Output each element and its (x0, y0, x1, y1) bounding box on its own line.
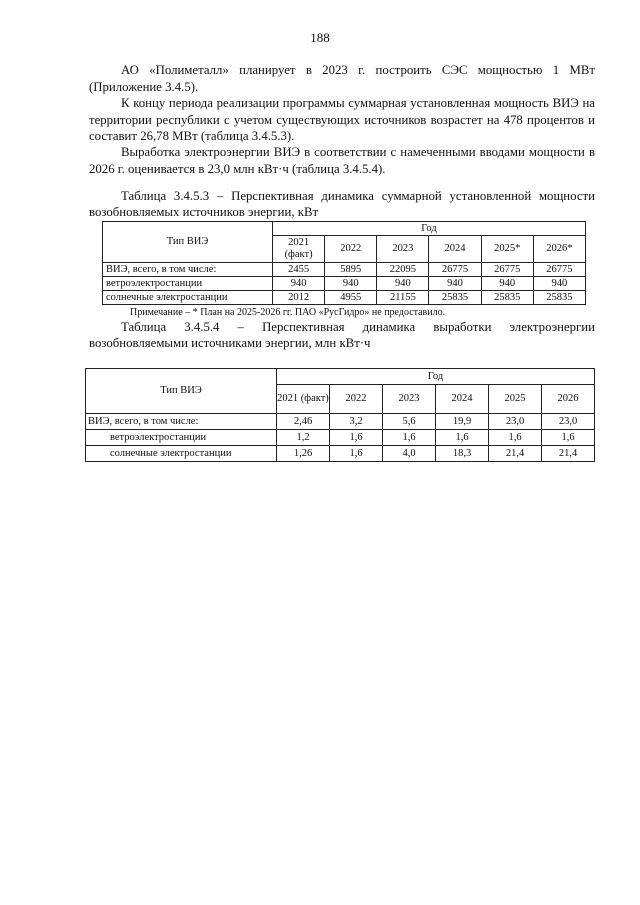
row-label: ветроэлектростанции (86, 430, 277, 446)
cell: 1,6 (489, 430, 542, 446)
table1-year: 2021 (факт) (273, 236, 325, 263)
table2-year: 2024 (436, 385, 489, 414)
table-row (103, 277, 586, 291)
cell: 940 (481, 277, 533, 291)
table1-year-header: Год (273, 222, 586, 236)
cell: 940 (429, 277, 481, 291)
table2-year: 2022 (330, 385, 383, 414)
table-row (86, 446, 595, 462)
table2-caption: Таблица 3.4.5.4 – Перспективная динамика выработки электроэнергии возобновляемыми источниками энергии, млн кВт·ч (89, 320, 595, 350)
cell: 1,2 (277, 430, 330, 446)
cell: 26775 (481, 263, 533, 277)
table2-year-header: Год (277, 369, 595, 385)
cell: 1,26 (277, 446, 330, 462)
cell: 25835 (429, 291, 481, 305)
table2-type-header: Тип ВИЭ (86, 369, 277, 414)
table-row (86, 414, 595, 430)
table-installed-capacity (102, 221, 586, 305)
table1-caption: Таблица 3.4.5.3 – Перспективная динамика суммарной установленной мощности возобновляемых источников энергии, кВт (89, 189, 595, 219)
table2-year: 2023 (383, 385, 436, 414)
paragraph-3: Выработка электроэнергии ВИЭ в соответствии с намеченными вводами мощности в 2026 г. оценивается в 23,0 млн кВт·ч (таблица 3.4.5.4). (89, 145, 595, 176)
table1-year: 2026* (533, 236, 585, 263)
table1-year: 2023 (377, 236, 429, 263)
cell: 21,4 (489, 446, 542, 462)
table1-note: Примечание – * План на 2025-2026 гг. ПАО «РусГидро» не предоставило. (130, 307, 446, 318)
cell: 23,0 (542, 414, 595, 430)
page-number: 188 (310, 30, 330, 45)
cell: 26775 (429, 263, 481, 277)
cell: 4,0 (383, 446, 436, 462)
cell: 940 (325, 277, 377, 291)
row-label: ВИЭ, всего, в том числе: (103, 263, 273, 277)
row-label: ветроэлектростанции (103, 277, 273, 291)
paragraph-1: АО «Полиметалл» планирует в 2023 г. построить СЭС мощностью 1 МВт (Приложение 3.4.5). (89, 63, 595, 94)
cell: 25835 (481, 291, 533, 305)
cell: 940 (377, 277, 429, 291)
table2-year: 2025 (489, 385, 542, 414)
cell: 2,46 (277, 414, 330, 430)
cell: 940 (533, 277, 585, 291)
cell: 21,4 (542, 446, 595, 462)
table1-year: 2025* (481, 236, 533, 263)
cell: 19,9 (436, 414, 489, 430)
cell: 1,6 (436, 430, 489, 446)
cell: 5895 (325, 263, 377, 277)
cell: 1,6 (542, 430, 595, 446)
paragraph-2: К концу периода реализации программы суммарная установленная мощность ВИЭ на территории республики с учетом существующих источников возрастет на 478 процентов и составит 26,78 МВт (таблица 3.4.5.3). (89, 96, 595, 143)
cell: 25835 (533, 291, 585, 305)
row-label: солнечные электростанции (103, 291, 273, 305)
cell: 940 (273, 277, 325, 291)
table2-year: 2026 (542, 385, 595, 414)
cell: 3,2 (330, 414, 383, 430)
cell: 4955 (325, 291, 377, 305)
table-row (86, 430, 595, 446)
table2-year: 2021 (факт) (277, 385, 330, 414)
table-row (103, 291, 586, 305)
cell: 2455 (273, 263, 325, 277)
cell: 21155 (377, 291, 429, 305)
cell: 22095 (377, 263, 429, 277)
table-row (103, 263, 586, 277)
cell: 18,3 (436, 446, 489, 462)
table1-year: 2024 (429, 236, 481, 263)
table1-year: 2022 (325, 236, 377, 263)
table-generation (85, 368, 595, 462)
cell: 26775 (533, 263, 585, 277)
cell: 1,6 (383, 430, 436, 446)
cell: 1,6 (330, 446, 383, 462)
cell: 1,6 (330, 430, 383, 446)
cell: 5,6 (383, 414, 436, 430)
cell: 2012 (273, 291, 325, 305)
cell: 23,0 (489, 414, 542, 430)
row-label: ВИЭ, всего, в том числе: (86, 414, 277, 430)
table1-type-header: Тип ВИЭ (103, 222, 273, 263)
row-label: солнечные электростанции (86, 446, 277, 462)
